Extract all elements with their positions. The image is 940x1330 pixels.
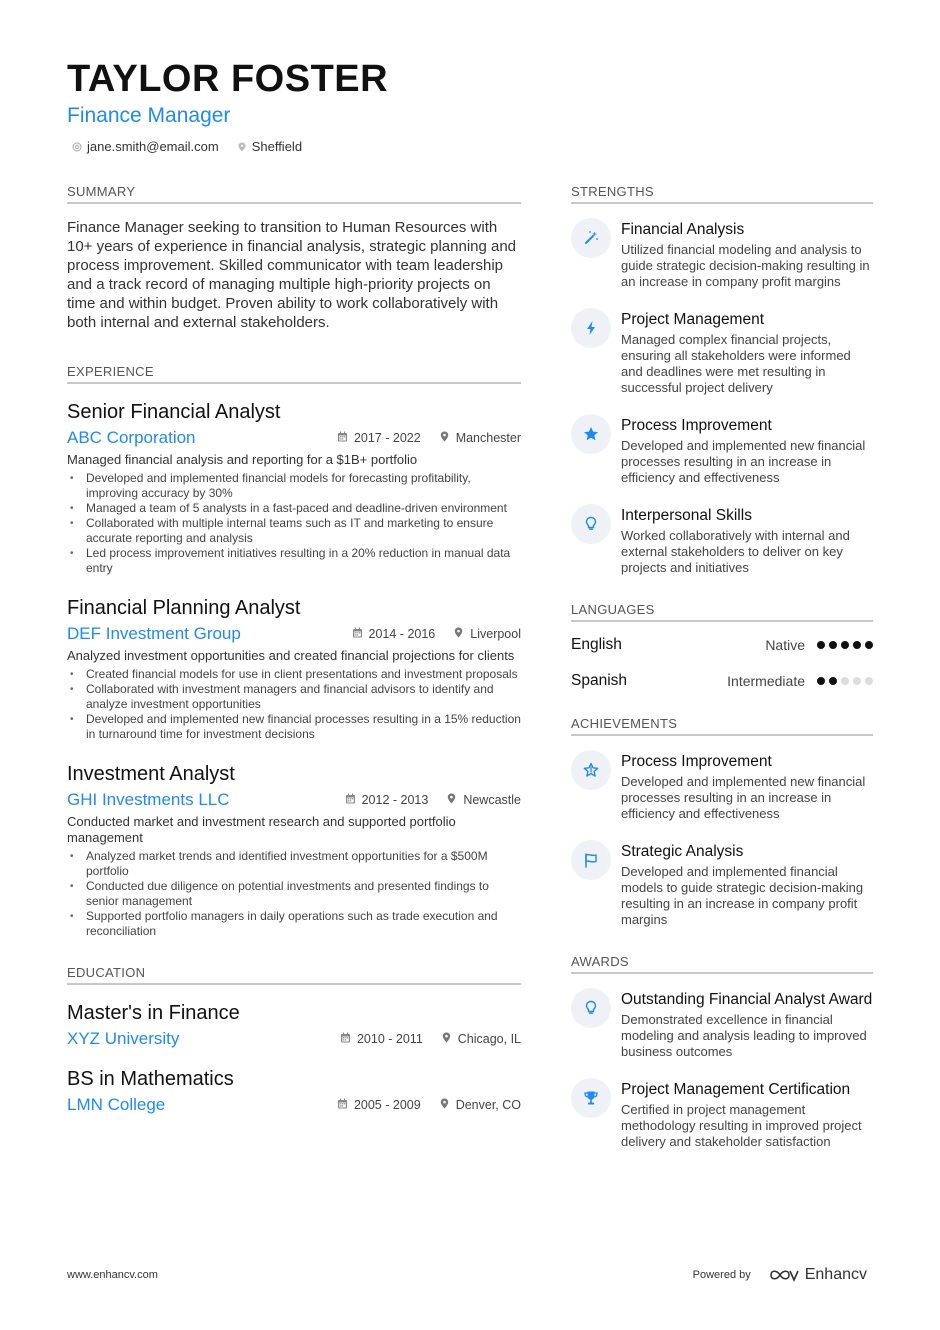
date-location (352, 627, 521, 641)
lightbulb-icon (583, 516, 599, 532)
flag-icon (583, 852, 599, 868)
date-location (337, 431, 521, 445)
achievements-list (571, 750, 873, 928)
awards-item (571, 1078, 873, 1150)
footer-website-link[interactable]: www.enhancv.com (67, 1269, 158, 1281)
awards-list (571, 988, 873, 1150)
location (439, 1098, 521, 1112)
summary-heading: SUMMARY (67, 184, 521, 204)
bullet-item: • Created financial models for use in client presentations and investment proposals (67, 667, 521, 682)
bullet-item: • Developed and implemented financial models for forecasting profitability, improving accuracy by 30% (67, 471, 521, 501)
degree-title: BS in Mathematics (67, 1068, 234, 1090)
dates-text: 2014 - 2016 (368, 627, 436, 641)
proficiency-dot (841, 677, 849, 685)
location-pin-icon (446, 793, 457, 807)
powered-by-label: Powered by (692, 1269, 751, 1281)
item-description: Developed and implemented financial models to guide strategic decision-making resulting in an increase in company profit margins (621, 864, 864, 927)
education-list (67, 1001, 521, 1115)
page-footer (67, 1266, 867, 1284)
bullet-item: • Conducted due diligence on potential investments and presented findings to senior management (67, 879, 521, 909)
job-title: Investment Analyst (67, 763, 235, 785)
star-icon (583, 426, 599, 442)
powered-by (693, 1266, 867, 1284)
item-title: Project Management Certification (621, 1081, 851, 1098)
email-text: jane.smith@email.com (87, 139, 219, 154)
item-body (621, 414, 873, 486)
summary-section (67, 184, 521, 332)
right-column (571, 184, 873, 1168)
strengths-item (571, 308, 873, 396)
job-company-row (67, 428, 521, 448)
location-pin-icon (453, 627, 464, 641)
calendar-icon (337, 1098, 348, 1109)
company-name[interactable]: DEF Investment Group (67, 624, 241, 643)
location-text: Denver, CO (455, 1098, 521, 1112)
achievements-heading: ACHIEVEMENTS (571, 716, 873, 736)
location-pin-icon (441, 1032, 452, 1043)
icon-circle (571, 504, 611, 544)
job-description: Analyzed investment opportunities and created financial projections for clients (67, 648, 515, 663)
achievements-item (571, 750, 873, 822)
job-entry (67, 596, 521, 742)
language-name: Spanish (571, 672, 628, 689)
awards-heading: AWARDS (571, 954, 873, 974)
location-pin-icon (439, 1098, 450, 1109)
dates-text: 2005 - 2009 (353, 1098, 421, 1112)
location-pin-icon (439, 431, 450, 442)
resume-header (67, 58, 877, 154)
icon-circle (571, 1078, 611, 1118)
item-body (621, 988, 873, 1060)
contact-location (237, 139, 302, 154)
location (453, 627, 521, 641)
language-level: Native (765, 637, 805, 653)
location-pin-icon (237, 142, 247, 152)
location-text: Manchester (455, 431, 521, 445)
education-entry (67, 1001, 521, 1049)
item-description: Utilized financial modeling and analysis to guide strategic decision-making resulting in an increase in company profit margins (621, 242, 870, 289)
proficiency-dot (829, 677, 837, 685)
icon-circle (571, 414, 611, 454)
job-company-row (67, 624, 521, 644)
languages-list (571, 636, 873, 690)
item-body (621, 840, 873, 928)
item-description: Certified in project management methodology resulting in improved project delivery and stakeholder satisfaction (621, 1102, 862, 1149)
language-proficiency (727, 673, 873, 689)
item-body (621, 750, 873, 822)
company-name[interactable]: ABC Corporation (67, 428, 196, 447)
item-title: Outstanding Financial Analyst Award (621, 991, 873, 1008)
experience-section (67, 364, 521, 939)
bullet-item: • Led process improvement initiatives resulting in a 20% reduction in manual data entry (67, 546, 521, 576)
brand-logo[interactable] (769, 1266, 867, 1284)
education-heading: EDUCATION (67, 965, 521, 985)
strengths-section (571, 184, 873, 576)
icon-circle (571, 840, 611, 880)
calendar-icon (345, 793, 356, 804)
calendar-icon (337, 1098, 348, 1112)
candidate-name: TAYLOR FOSTER (67, 58, 389, 100)
star-outline-icon (583, 762, 599, 778)
calendar-icon (337, 431, 348, 442)
job-bullets (67, 471, 521, 576)
date-location (345, 793, 521, 807)
degree-title: Master's in Finance (67, 1002, 240, 1024)
language-level: Intermediate (727, 673, 805, 689)
location (446, 793, 521, 807)
location-pin-icon (439, 431, 450, 445)
dates (337, 431, 421, 445)
company-name[interactable]: GHI Investments LLC (67, 790, 230, 809)
location (439, 431, 521, 445)
strengths-list (571, 218, 873, 576)
item-description: Developed and implemented new financial processes resulting in an increase in efficiency and effectiveness (621, 438, 866, 485)
bullet-item: • Supported portfolio managers in daily operations such as trade execution and reconciliation (67, 909, 521, 939)
dates-text: 2012 - 2013 (361, 793, 429, 807)
school-name[interactable]: LMN College (67, 1095, 166, 1114)
proficiency-dot (817, 641, 825, 649)
job-company-row (67, 790, 521, 810)
location-text: Liverpool (470, 627, 521, 641)
strengths-item (571, 414, 873, 486)
bullet-item: • Developed and implemented new financial processes resulting in a 15% reduction in turnaround time for investment decisions (67, 712, 521, 742)
icon-circle (571, 750, 611, 790)
dates (340, 1032, 423, 1046)
language-item (571, 672, 873, 690)
item-description: Worked collaboratively with internal and external stakeholders to deliver on key projects and initiatives (621, 528, 850, 575)
language-name: English (571, 636, 622, 653)
bullet-item: • Analyzed market trends and identified investment opportunities for a $500M portfolio (67, 849, 521, 879)
date-location (337, 1098, 521, 1112)
awards-item (571, 988, 873, 1060)
bullet-item: • Managed a team of 5 analysts in a fast-paced and deadline-driven environment (67, 501, 521, 516)
calendar-icon (352, 627, 363, 641)
location-text: Chicago, IL (457, 1032, 521, 1046)
dates-text: 2010 - 2011 (356, 1032, 423, 1046)
jobs-list (67, 400, 521, 939)
candidate-title: Finance Manager (67, 104, 231, 127)
proficiency-dots (817, 641, 873, 649)
language-proficiency (765, 637, 873, 653)
item-title: Process Improvement (621, 417, 772, 434)
proficiency-dot (829, 641, 837, 649)
languages-section (571, 602, 873, 690)
item-title: Project Management (621, 311, 765, 328)
calendar-icon (352, 627, 363, 638)
item-title: Interpersonal Skills (621, 507, 752, 524)
job-description: Conducted market and investment research and supported portfolio management (67, 814, 456, 845)
dates-text: 2017 - 2022 (353, 431, 421, 445)
icon-circle (571, 218, 611, 258)
location-pin-icon (453, 627, 464, 638)
bullet-item: • Collaborated with multiple internal teams such as IT and marketing to ensure accurate reporting and analysis (67, 516, 521, 546)
location-pin-icon (441, 1032, 452, 1046)
item-body (621, 1078, 873, 1150)
proficiency-dot (865, 677, 873, 685)
strengths-item (571, 218, 873, 290)
job-title: Senior Financial Analyst (67, 401, 281, 423)
left-column (67, 184, 521, 1133)
lightbulb-icon (583, 1000, 599, 1016)
languages-heading: LANGUAGES (571, 602, 873, 622)
job-entry (67, 400, 521, 576)
strengths-item (571, 504, 873, 576)
item-description: Demonstrated excellence in financial modeling and analysis leading to improved business outcomes (621, 1012, 867, 1059)
location-pin-icon (439, 1098, 450, 1112)
awards-section (571, 954, 873, 1150)
job-description: Managed financial analysis and reporting for a $1B+ portfolio (67, 452, 418, 467)
location-text: Newcastle (463, 793, 521, 807)
date-location (340, 1032, 521, 1046)
item-body (621, 504, 873, 576)
proficiency-dot (817, 677, 825, 685)
at-icon (72, 142, 82, 152)
experience-heading: EXPERIENCE (67, 364, 521, 384)
item-description: Managed complex financial projects, ensuring all stakeholders were informed and deadlines were met resulting in successful project delivery (621, 332, 851, 395)
magic-wand-icon (583, 230, 599, 246)
strengths-heading: STRENGTHS (571, 184, 873, 204)
dates (345, 793, 429, 807)
calendar-icon (340, 1032, 351, 1046)
brand-name: Enhancv (804, 1266, 867, 1283)
lightning-icon (583, 320, 599, 336)
school-row (67, 1029, 521, 1049)
achievements-section (571, 716, 873, 928)
education-section (67, 965, 521, 1115)
job-title: Financial Planning Analyst (67, 597, 301, 619)
proficiency-dot (853, 677, 861, 685)
calendar-icon (337, 431, 348, 445)
contact-email[interactable] (72, 139, 219, 154)
item-title: Process Improvement (621, 753, 772, 770)
dates (337, 1098, 421, 1112)
item-body (621, 218, 873, 290)
language-item (571, 636, 873, 654)
school-row (67, 1095, 521, 1115)
achievements-item (571, 840, 873, 928)
education-entry (67, 1067, 521, 1115)
contact-info (67, 139, 877, 154)
job-entry (67, 762, 521, 939)
proficiency-dot (865, 641, 873, 649)
trophy-icon (583, 1090, 599, 1106)
summary-text: Finance Manager seeking to transition to Human Resources with 10+ years of experience in financial analysis, strategic planning and process improvement. Skilled communicator with team leadership and a track record of managing multiple high-priority projects on time and within budget. Proven ability to work collaboratively with both internal and external stakeholders. (67, 219, 517, 331)
item-title: Financial Analysis (621, 221, 745, 238)
bullet-item: • Collaborated with investment managers and financial advisors to identify and analyze investment opportunities (67, 682, 521, 712)
calendar-icon (345, 793, 356, 807)
location (441, 1032, 521, 1046)
school-name[interactable]: XYZ University (67, 1029, 180, 1048)
enhancv-logo-icon (769, 1268, 799, 1282)
proficiency-dot (841, 641, 849, 649)
item-description: Developed and implemented new financial processes resulting in an increase in efficiency and effectiveness (621, 774, 866, 821)
job-bullets (67, 667, 521, 742)
item-body (621, 308, 873, 396)
dates (352, 627, 436, 641)
calendar-icon (340, 1032, 351, 1043)
job-bullets (67, 849, 521, 939)
item-title: Strategic Analysis (621, 843, 744, 860)
icon-circle (571, 988, 611, 1028)
location-text: Sheffield (251, 139, 303, 154)
location-pin-icon (446, 793, 457, 804)
proficiency-dots (817, 677, 873, 685)
proficiency-dot (853, 641, 861, 649)
icon-circle (571, 308, 611, 348)
